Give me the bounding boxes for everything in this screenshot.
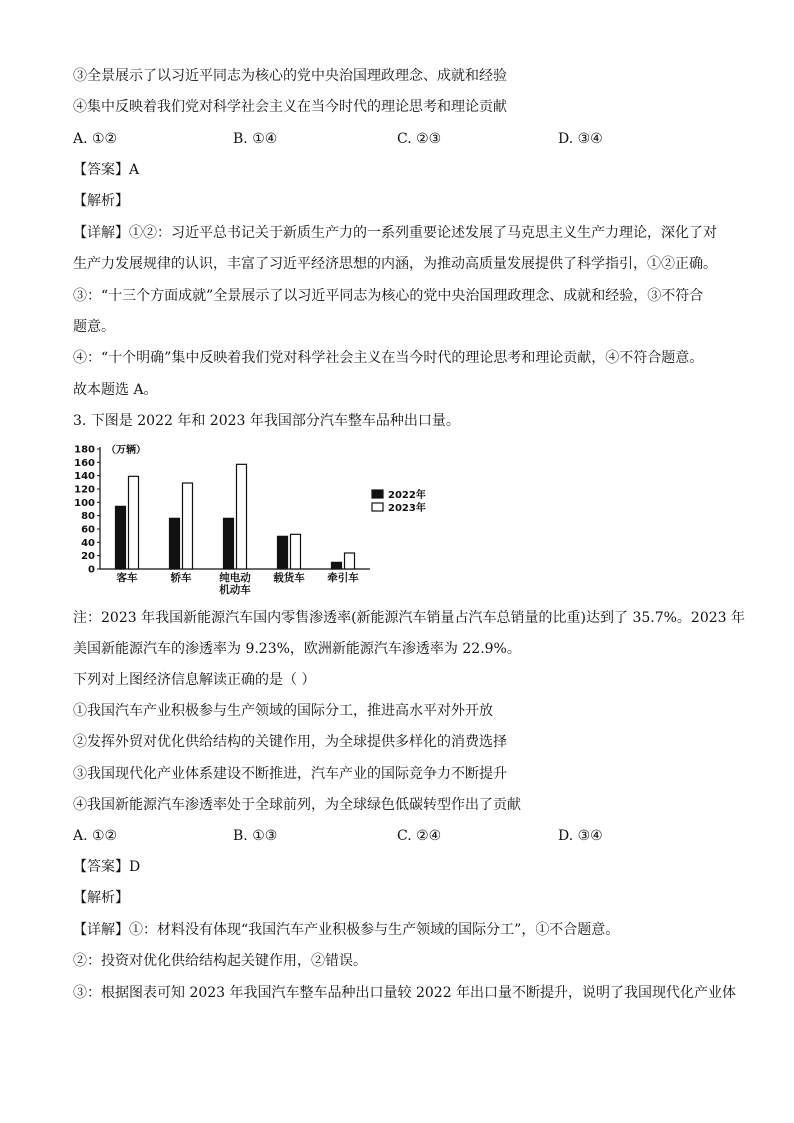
y-unit-label: （万辆） <box>106 445 146 456</box>
x-tick-label: 轿车 <box>170 572 192 584</box>
legend-swatch <box>372 490 383 498</box>
q2-detail-line-2: 生产力发展规律的认识，丰富了习近平经济思想的内涵，为推动高质量发展提供了科学指引，①②正确。 <box>73 256 717 272</box>
bar-1-2 <box>237 464 247 569</box>
x-tick-label: 客车 <box>116 572 138 584</box>
bar-0-3 <box>278 536 288 569</box>
legend <box>372 488 426 514</box>
x-axis-labels <box>117 571 360 596</box>
legend-label: 2022年 <box>388 490 426 501</box>
bars <box>116 464 355 569</box>
bar-1-0 <box>129 476 139 569</box>
q3-question: 下列对上图经济信息解读正确的是（ ） <box>73 672 316 688</box>
q3-note-line-2: 美国新能源汽车的渗透率为 9.23%，欧洲新能源汽车渗透率为 22.9%。 <box>73 641 521 657</box>
y-tick-label: 60 <box>81 524 95 536</box>
y-tick-label: 40 <box>81 537 95 549</box>
q2-analysis-label: 【解析】 <box>73 193 129 209</box>
bar-0-1 <box>170 518 180 569</box>
legend-swatch <box>372 503 383 511</box>
q2-answer: 【答案】A <box>73 162 140 178</box>
q3-answer: 【答案】D <box>73 859 141 875</box>
q3-option-b: B. ①③ <box>233 828 278 844</box>
x-tick-label: 牵引车 <box>327 572 359 584</box>
export-bar-chart <box>70 440 440 598</box>
q3-statement-4: ④我国新能源汽车渗透率处于全球前列，为全球绿色低碳转型作出了贡献 <box>73 797 521 813</box>
bar-0-4 <box>332 562 342 569</box>
q2-conclusion: 故本题选 A。 <box>73 382 158 398</box>
q2-detail-line-1: 【详解】①②：习近平总书记关于新质生产力的一系列重要论述发展了马克思主义生产力理论，深化了对 <box>73 225 717 241</box>
q2-detail-line-3: ③：“十三个方面成就”全景展示了以习近平同志为核心的党中央治国理政理念、成就和经验，③不符合 <box>73 288 704 304</box>
y-tick-label: 140 <box>74 471 95 483</box>
q2-option-b: B. ①④ <box>233 131 278 147</box>
y-tick-label: 160 <box>74 457 95 469</box>
bar-1-4 <box>345 553 355 569</box>
y-tick-label: 0 <box>88 564 95 576</box>
q2-statement-4: ④集中反映着我们党对科学社会主义在当今时代的理论思考和理论贡献 <box>73 99 507 115</box>
q2-detail-line-4: 题意。 <box>73 319 115 335</box>
q3-option-c: C. ②④ <box>397 828 442 844</box>
x-tick-label: 机动车 <box>219 584 251 596</box>
q3-option-d: D. ③④ <box>558 828 603 844</box>
q2-option-d: D. ③④ <box>558 131 603 147</box>
q3-detail-line-3: ③：根据图表可知 2023 年我国汽车整车品种出口量较 2022 年出口量不断提升，说明了我国现代化产业体 <box>73 985 737 1001</box>
q3-detail-line-2: ②：投资对优化供给结构起关键作用，②错误。 <box>73 953 367 969</box>
q3-stem: 3. 下图是 2022 年和 2023 年我国部分汽车整车品种出口量。 <box>73 413 460 429</box>
bar-0-2 <box>224 518 234 569</box>
bar-0-0 <box>116 506 126 569</box>
q2-option-c: C. ②③ <box>397 131 442 147</box>
q2-statement-3: ③全景展示了以习近平同志为核心的党中央治国理政理念、成就和经验 <box>73 68 507 84</box>
q3-note-line-1: 注：2023 年我国新能源汽车国内零售渗透率(新能源汽车销量占汽车总销量的比重)达到了 35.7%。2023 年 <box>73 610 746 626</box>
legend-label: 2023年 <box>388 503 426 514</box>
x-tick-label: 载货车 <box>273 572 305 584</box>
q3-option-a: A. ①② <box>73 828 118 844</box>
y-tick-label: 100 <box>74 497 95 509</box>
q3-statement-1: ①我国汽车产业积极参与生产领域的国际分工，推进高水平对外开放 <box>73 703 493 719</box>
q3-analysis-label: 【解析】 <box>73 890 129 906</box>
q3-statement-2: ②发挥外贸对优化供给结构的关键作用，为全球提供多样化的消费选择 <box>73 734 507 750</box>
q2-detail-line-5: ④：“十个明确”集中反映着我们党对科学社会主义在当今时代的理论思考和理论贡献，④不符合题意。 <box>73 350 704 366</box>
y-tick-label: 120 <box>74 484 95 496</box>
q3-detail-line-1: 【详解】①：材料没有体现“我国汽车产业积极参与生产领域的国际分工”，①不合题意。 <box>73 922 620 938</box>
x-tick-label: 纯电动 <box>219 572 251 584</box>
y-tick-label: 80 <box>81 511 95 523</box>
y-tick-label: 180 <box>74 444 95 456</box>
bar-1-3 <box>291 534 301 569</box>
q2-option-a: A. ①② <box>73 131 118 147</box>
y-tick-label: 20 <box>81 551 95 563</box>
bar-1-1 <box>183 483 193 569</box>
q3-statement-3: ③我国现代化产业体系建设不断推进，汽车产业的国际竞争力不断提升 <box>73 766 507 782</box>
